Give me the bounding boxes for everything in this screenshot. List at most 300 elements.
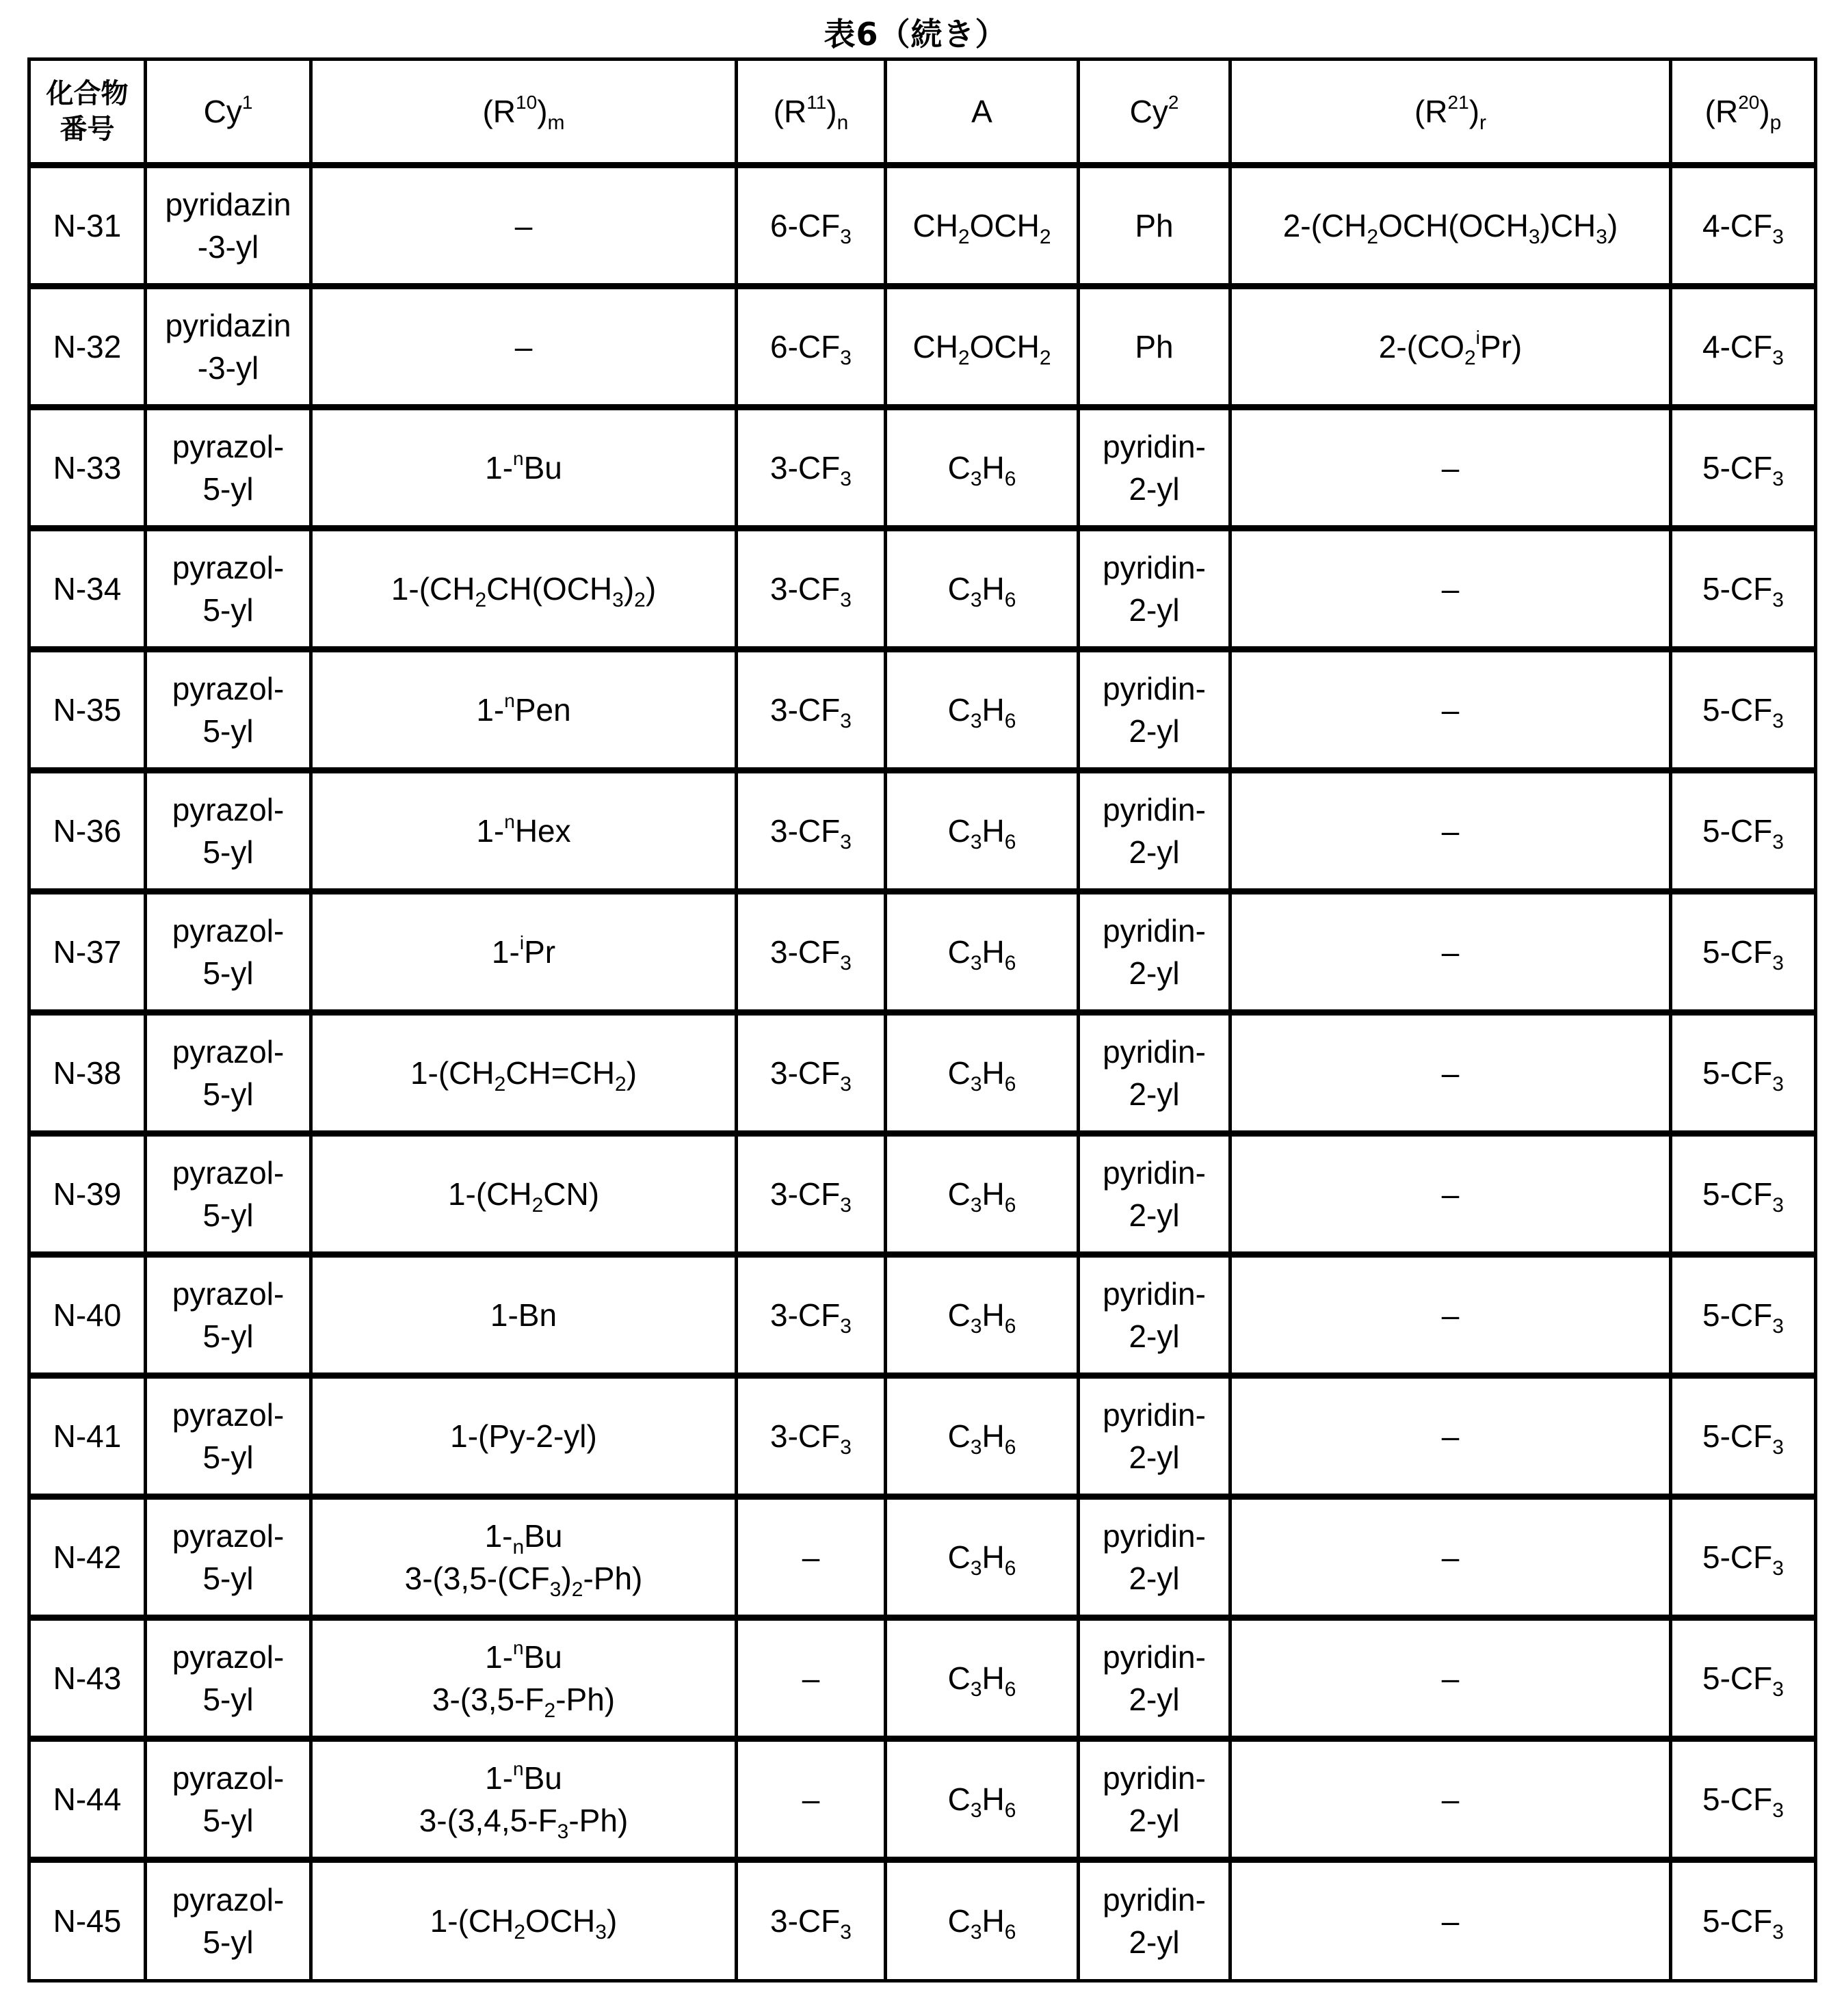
cell-cy2 <box>1079 1860 1230 1981</box>
table-row <box>29 165 1816 287</box>
subscript: 3 <box>970 1799 982 1822</box>
column-header-compound-number <box>29 59 146 165</box>
cell-a <box>886 892 1079 1013</box>
cell-r10m <box>311 408 737 529</box>
subscript: 2 <box>475 589 487 611</box>
cell-cy1 <box>146 1013 311 1134</box>
cell-cy1 <box>146 892 311 1013</box>
cell-text: pyrazol- <box>172 1518 285 1554</box>
cell-text: $C_3H_6$ <box>947 692 1016 732</box>
cell-text: 2-yl <box>1129 1682 1180 1717</box>
cell-text: pyrazol- <box>172 550 285 585</box>
subscript: 3 <box>840 1315 852 1338</box>
cell-text: pyridin- <box>1103 1397 1206 1433</box>
cell-text: $5-CF_3$ <box>1702 1660 1784 1701</box>
cell-text: 5-yl <box>202 955 254 991</box>
subscript: 3 <box>970 1557 982 1580</box>
superscript: n <box>504 811 515 832</box>
cell-text: – <box>1441 934 1460 970</box>
cell-r11n <box>737 1134 886 1255</box>
subscript: 6 <box>1004 710 1016 732</box>
cell-text: pyridin- <box>1103 1155 1206 1191</box>
cell-r20p <box>1671 1739 1816 1860</box>
cell-a <box>886 1376 1079 1497</box>
cell-cy1 <box>146 287 311 408</box>
cell-a <box>886 287 1079 408</box>
subscript: 6 <box>1004 468 1016 490</box>
cell-text: 5-yl <box>202 1318 254 1354</box>
cell-text: pyridin- <box>1103 1639 1206 1675</box>
cell-compound-number: N-32 <box>29 287 146 408</box>
cell-text: pyridin- <box>1103 1518 1206 1554</box>
subscript: 3 <box>1772 710 1784 732</box>
cell-text: 2-yl <box>1129 1440 1180 1475</box>
cell-text: $1-(CH_2CH=CH_2)$ <box>410 1055 637 1096</box>
cell-text: $6-CF_3$ <box>770 208 852 248</box>
cell-text: -3-yl <box>197 229 259 265</box>
subscript: 6 <box>1004 1921 1016 1944</box>
table-row <box>29 1860 1816 1981</box>
cell-text: $C_3H_6$ <box>947 1297 1016 1338</box>
cell-text: 2-yl <box>1129 1076 1180 1112</box>
cell-text: 2-yl <box>1129 713 1180 749</box>
cell-text: – <box>802 1660 820 1696</box>
superscript: 20 <box>1738 92 1760 113</box>
cell-text: Ph <box>1135 329 1174 364</box>
cell-text: 5-yl <box>202 592 254 628</box>
cell-text: 1-$^n$Bu <box>485 1637 562 1675</box>
cell-text: $5-CF_3$ <box>1702 1903 1784 1944</box>
subscript: 3 <box>970 1073 982 1096</box>
cell-text: $C_3H_6$ <box>947 1055 1016 1096</box>
cell-r10m <box>311 1134 737 1255</box>
cell-text: Ph <box>1135 208 1174 243</box>
cell-text: $4-CF_3$ <box>1702 329 1784 369</box>
cell-compound-number: N-41 <box>29 1376 146 1497</box>
cell-r10m <box>311 1860 737 1981</box>
column-header-cy2: Cy$^2$ <box>1079 59 1230 165</box>
cell-text: – <box>1441 1055 1460 1091</box>
cell-text: $1-(CH_2CN)$ <box>447 1176 600 1217</box>
cell-r11n <box>737 287 886 408</box>
cell-text: pyridin- <box>1103 671 1206 706</box>
cell-text: pyrazol- <box>172 1034 285 1070</box>
cell-text: $C_3H_6$ <box>947 813 1016 853</box>
subscript: 2 <box>634 589 646 611</box>
column-header-r11n: $(R^{11})_n$ <box>737 59 886 165</box>
cell-text: 1-$^n$Pen <box>476 690 571 728</box>
header-text: 番号 <box>60 114 115 145</box>
cell-r10m <box>311 1013 737 1134</box>
cell-r20p <box>1671 287 1816 408</box>
table-row <box>29 287 1816 408</box>
cell-text: $5-CF_3$ <box>1702 1418 1784 1459</box>
subscript: 6 <box>1004 1436 1016 1459</box>
cell-r21r <box>1230 287 1671 408</box>
subscript: 3 <box>970 1678 982 1701</box>
cell-text: – <box>1441 1660 1460 1696</box>
cell-a <box>886 1134 1079 1255</box>
subscript: 3 <box>1772 831 1784 853</box>
cell-compound-number: N-44 <box>29 1739 146 1860</box>
cell-text: $3-CF_3$ <box>770 692 852 732</box>
subscript: 3 <box>549 1578 562 1601</box>
cell-cy1 <box>146 1255 311 1376</box>
cell-text: $2-(CO_2^iPr)$ <box>1378 327 1523 369</box>
cell-text: – <box>514 208 533 243</box>
cell-text: 5-yl <box>202 1440 254 1475</box>
cell-text: $5-CF_3$ <box>1702 1297 1784 1338</box>
cell-cy1 <box>146 1134 311 1255</box>
subscript: 3 <box>840 952 852 974</box>
subscript: 3 <box>1772 1073 1784 1096</box>
cell-text: – <box>1441 450 1460 486</box>
cell-r10m <box>311 892 737 1013</box>
cell-text: 5-yl <box>202 713 254 749</box>
cell-text: 2-yl <box>1129 1197 1180 1233</box>
cell-text: $C_3H_6$ <box>947 1539 1016 1580</box>
cell-text: pyrazol- <box>172 1882 285 1918</box>
cell-r21r <box>1230 1739 1671 1860</box>
cell-text: $3-(3,4,5-F_3-Ph)$ <box>419 1803 629 1843</box>
cell-text: 2-yl <box>1129 1318 1180 1354</box>
cell-cy2 <box>1079 1739 1230 1860</box>
cell-r10m <box>311 529 737 650</box>
cell-text: $3-CF_3$ <box>770 450 852 490</box>
compound-table <box>27 57 1817 1982</box>
cell-text: pyridin- <box>1103 1760 1206 1796</box>
header-row <box>29 59 1816 165</box>
cell-r21r <box>1230 1255 1671 1376</box>
cell-a <box>886 1497 1079 1618</box>
cell-r20p <box>1671 771 1816 892</box>
cell-compound-number: N-40 <box>29 1255 146 1376</box>
table-row <box>29 529 1816 650</box>
subscript: 3 <box>840 589 852 611</box>
subscript: 3 <box>1772 226 1784 248</box>
cell-r11n <box>737 1013 886 1134</box>
cell-text: pyridin- <box>1103 1882 1206 1918</box>
cell-r11n <box>737 771 886 892</box>
cell-r11n <box>737 1618 886 1739</box>
cell-compound-number: N-43 <box>29 1618 146 1739</box>
cell-text: $3-CF_3$ <box>770 1297 852 1338</box>
cell-compound-number: N-34 <box>29 529 146 650</box>
cell-cy1 <box>146 165 311 287</box>
cell-compound-number: N-35 <box>29 650 146 771</box>
cell-a <box>886 1618 1079 1739</box>
cell-r11n <box>737 1255 886 1376</box>
cell-r21r <box>1230 771 1671 892</box>
cell-cy1 <box>146 1497 311 1618</box>
subscript: 3 <box>970 1194 982 1217</box>
cell-a <box>886 1860 1079 1981</box>
cell-text: $2-(CH_2OCH(OCH_3)CH_3)$ <box>1282 208 1618 248</box>
column-header-r21r: $(R^{21})_r$ <box>1230 59 1671 165</box>
subscript: 3 <box>840 1194 852 1217</box>
subscript: 3 <box>970 831 982 853</box>
cell-text: 1-$^n$Hex <box>476 811 571 849</box>
subscript: 2 <box>531 1194 544 1217</box>
table-row <box>29 1739 1816 1860</box>
superscript: n <box>513 1637 524 1658</box>
cell-r21r <box>1230 1497 1671 1618</box>
cell-cy2 <box>1079 287 1230 408</box>
table-row <box>29 771 1816 892</box>
table-body <box>29 165 1816 1981</box>
subscript: 3 <box>970 710 982 732</box>
subscript: 6 <box>1004 1799 1016 1822</box>
cell-text: – <box>1441 1418 1460 1454</box>
cell-text: pyrazol- <box>172 1276 285 1312</box>
subscript: 6 <box>1004 1678 1016 1701</box>
cell-text: $5-CF_3$ <box>1702 450 1784 490</box>
cell-text: 2-yl <box>1129 1803 1180 1838</box>
cell-r10m <box>311 650 737 771</box>
cell-r10m <box>311 1739 737 1860</box>
cell-cy1 <box>146 408 311 529</box>
cell-text: 1-(Py-2-yl) <box>450 1418 597 1454</box>
cell-text: $C_3H_6$ <box>947 571 1016 611</box>
cell-r10m <box>311 287 737 408</box>
cell-r11n <box>737 650 886 771</box>
subscript: 6 <box>1004 1194 1016 1217</box>
subscript: 3 <box>840 347 852 369</box>
subscript: 3 <box>840 831 852 853</box>
cell-text: $5-CF_3$ <box>1702 813 1784 853</box>
cell-a <box>886 1255 1079 1376</box>
cell-text: pyridin- <box>1103 1276 1206 1312</box>
cell-text: 2-yl <box>1129 471 1180 507</box>
cell-a <box>886 165 1079 287</box>
column-header-a: A <box>886 59 1079 165</box>
cell-text: $3-CF_3$ <box>770 934 852 974</box>
subscript: 3 <box>970 589 982 611</box>
cell-r20p <box>1671 1497 1816 1618</box>
cell-r20p <box>1671 892 1816 1013</box>
column-header-r20p: $(R^{20})_p$ <box>1671 59 1816 165</box>
cell-text: pyridin- <box>1103 550 1206 585</box>
subscript: 2 <box>1039 347 1051 369</box>
cell-r11n <box>737 1739 886 1860</box>
cell-compound-number: N-33 <box>29 408 146 529</box>
cell-text: 1-$^i$Pr <box>491 932 556 970</box>
cell-r11n <box>737 1376 886 1497</box>
cell-r10m <box>311 1376 737 1497</box>
table-row <box>29 1618 1816 1739</box>
subscript: 2 <box>1464 347 1476 369</box>
superscript: 21 <box>1447 92 1469 113</box>
cell-text: $C_3H_6$ <box>947 450 1016 490</box>
cell-r20p <box>1671 408 1816 529</box>
table-row <box>29 1376 1816 1497</box>
subscript: 2 <box>494 1073 506 1096</box>
subscript: 3 <box>557 1820 569 1843</box>
cell-text: $CH_2OCH_2$ <box>912 329 1051 369</box>
subscript: 2 <box>571 1578 583 1601</box>
cell-text: 5-yl <box>202 1803 254 1838</box>
cell-r21r <box>1230 1134 1671 1255</box>
superscript: 11 <box>806 92 827 113</box>
table-row <box>29 1013 1816 1134</box>
cell-r11n <box>737 408 886 529</box>
table-row <box>29 1497 1816 1618</box>
cell-text: 1-$^n$Bu <box>485 448 562 486</box>
cell-r10m <box>311 771 737 892</box>
superscript: i <box>519 932 525 953</box>
subscript: m <box>547 111 565 134</box>
subscript: 3 <box>1772 468 1784 490</box>
table-row <box>29 408 1816 529</box>
subscript: 3 <box>1772 589 1784 611</box>
cell-r11n <box>737 1860 886 1981</box>
subscript: 2 <box>958 226 970 248</box>
subscript: 2 <box>1039 226 1051 248</box>
cell-a <box>886 771 1079 892</box>
cell-r20p <box>1671 1860 1816 1981</box>
cell-cy2 <box>1079 1013 1230 1134</box>
cell-text: $3-CF_3$ <box>770 1903 852 1944</box>
superscript: 10 <box>516 92 538 113</box>
cell-text: $3-(3,5-F_2-Ph)$ <box>432 1682 616 1722</box>
subscript: 3 <box>1772 1436 1784 1459</box>
cell-r20p <box>1671 650 1816 771</box>
cell-text: $4-CF_3$ <box>1702 208 1784 248</box>
cell-text: – <box>514 329 533 364</box>
cell-compound-number: N-36 <box>29 771 146 892</box>
subscript: 3 <box>1772 1315 1784 1338</box>
subscript: r <box>1479 111 1487 134</box>
cell-r11n <box>737 892 886 1013</box>
cell-text: pyrazol- <box>172 792 285 827</box>
cell-cy2 <box>1079 408 1230 529</box>
cell-text: $1-(CH_2CH(OCH_3)_2)$ <box>391 571 657 611</box>
subscript: 3 <box>612 589 624 611</box>
subscript: 3 <box>1772 1557 1784 1580</box>
table-row <box>29 1134 1816 1255</box>
cell-text: $C_3H_6$ <box>947 1176 1016 1217</box>
header-text: 化合物 <box>46 78 129 109</box>
cell-text: pyridazin <box>165 308 291 343</box>
subscript: n <box>837 111 849 134</box>
cell-text: – <box>1441 1176 1460 1212</box>
table-title: 表6（続き） <box>824 16 1007 53</box>
cell-text: pyridazin <box>165 187 291 222</box>
cell-text: – <box>1441 1297 1460 1333</box>
cell-r10m <box>311 1497 737 1618</box>
subscript: 3 <box>1772 1921 1784 1944</box>
cell-text: $5-CF_3$ <box>1702 1176 1784 1217</box>
cell-text: $C_3H_6$ <box>947 1660 1016 1701</box>
cell-cy2 <box>1079 771 1230 892</box>
cell-text: $5-CF_3$ <box>1702 1781 1784 1822</box>
cell-a <box>886 1739 1079 1860</box>
cell-text: pyrazol- <box>172 1639 285 1675</box>
cell-text: pyridin- <box>1103 913 1206 949</box>
cell-text: – <box>1441 571 1460 607</box>
cell-a <box>886 1013 1079 1134</box>
cell-text: pyridin- <box>1103 429 1206 464</box>
cell-cy1 <box>146 529 311 650</box>
cell-text: 1-$^n$Bu <box>485 1758 562 1796</box>
cell-text: 5-yl <box>202 1197 254 1233</box>
cell-text: $5-CF_3$ <box>1702 1055 1784 1096</box>
column-header-cy1: Cy$^1$ <box>146 59 311 165</box>
cell-text: 2-yl <box>1129 592 1180 628</box>
cell-cy2 <box>1079 1134 1230 1255</box>
subscript: 3 <box>840 226 852 248</box>
cell-cy2 <box>1079 1618 1230 1739</box>
subscript: 3 <box>1528 226 1540 248</box>
cell-r10m <box>311 1618 737 1739</box>
cell-cy2 <box>1079 892 1230 1013</box>
cell-text: pyrazol- <box>172 1397 285 1433</box>
cell-r10m <box>311 165 737 287</box>
cell-r21r <box>1230 1860 1671 1981</box>
cell-text: $C_3H_6$ <box>947 1781 1016 1822</box>
cell-text: 5-yl <box>202 1561 254 1596</box>
cell-text: pyridin- <box>1103 792 1206 827</box>
subscript: 3 <box>840 710 852 732</box>
cell-cy1 <box>146 771 311 892</box>
superscript: n <box>513 1758 524 1779</box>
superscript: i <box>1475 327 1480 348</box>
subscript: 3 <box>970 1921 982 1944</box>
cell-text: $6-CF_3$ <box>770 329 852 369</box>
cell-text: $3-CF_3$ <box>770 571 852 611</box>
subscript: 3 <box>840 468 852 490</box>
cell-r20p <box>1671 1134 1816 1255</box>
subscript: 3 <box>1772 952 1784 974</box>
cell-r21r <box>1230 529 1671 650</box>
cell-r21r <box>1230 1618 1671 1739</box>
cell-text: $3-CF_3$ <box>770 1418 852 1459</box>
cell-text: 1-Bn <box>490 1297 557 1333</box>
cell-a <box>886 529 1079 650</box>
superscript: 1 <box>241 92 253 113</box>
cell-text: pyrazol- <box>172 913 285 949</box>
cell-text: 2-yl <box>1129 1924 1180 1960</box>
subscript: 6 <box>1004 1557 1016 1580</box>
subscript: 3 <box>1772 1678 1784 1701</box>
cell-r11n <box>737 165 886 287</box>
cell-a <box>886 650 1079 771</box>
cell-text: – <box>1441 813 1460 849</box>
cell-text: $1-_nBu$ <box>484 1518 563 1559</box>
table-row <box>29 1255 1816 1376</box>
cell-text: 5-yl <box>202 1924 254 1960</box>
subscript: n <box>512 1536 525 1559</box>
cell-text: 2-yl <box>1129 834 1180 870</box>
cell-text: pyrazol- <box>172 671 285 706</box>
cell-text: -3-yl <box>197 350 259 386</box>
cell-text: $CH_2OCH_2$ <box>912 208 1051 248</box>
cell-cy1 <box>146 1860 311 1981</box>
cell-text: 2-yl <box>1129 955 1180 991</box>
cell-cy2 <box>1079 650 1230 771</box>
cell-a <box>886 408 1079 529</box>
cell-compound-number: N-31 <box>29 165 146 287</box>
cell-compound-number: N-42 <box>29 1497 146 1618</box>
cell-cy2 <box>1079 1376 1230 1497</box>
cell-r20p <box>1671 1376 1816 1497</box>
cell-r10m <box>311 1255 737 1376</box>
cell-r21r <box>1230 165 1671 287</box>
cell-text: pyrazol- <box>172 1760 285 1796</box>
subscript: 6 <box>1004 1073 1016 1096</box>
subscript: p <box>1769 111 1782 134</box>
superscript: n <box>513 448 524 469</box>
